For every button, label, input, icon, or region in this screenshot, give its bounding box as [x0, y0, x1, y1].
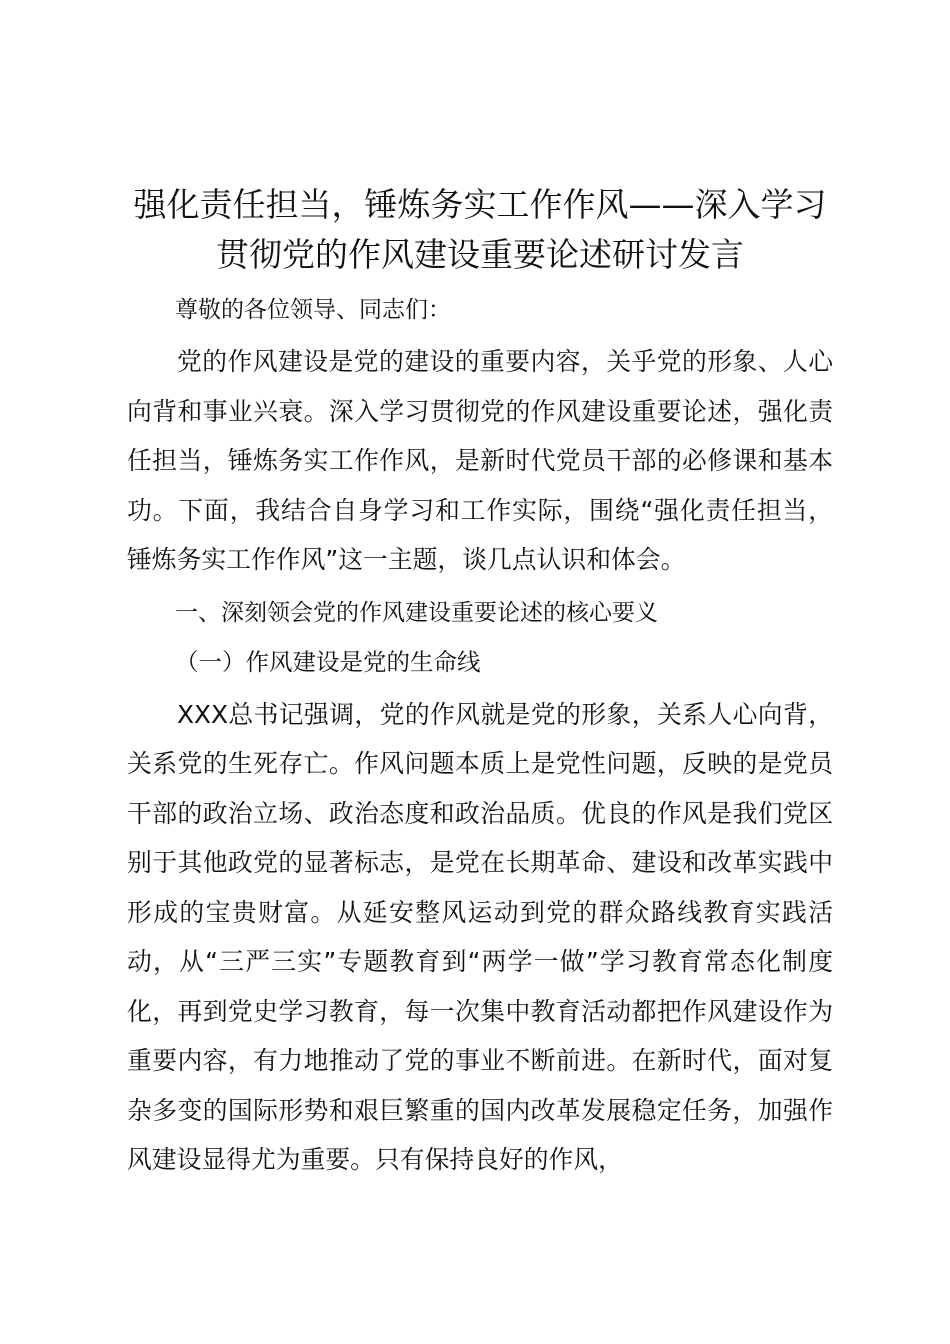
- body-paragraph: XXX总书记强调，党的作风就是党的形象，关系人心向背，关系党的生死存亡。作风问题本质上是党性问题，反映的是党员干部的政治立场、政治态度和政治品质。优良的作风是我们党区别于其他政党的显著标志，是党在长期革命、建设和改革实践中形成的宝贵财富。从延安整风运动到党的群众路线教育实践活动，从“三严三实”专题教育到“两学一做”学习教育常态化制度化，再到党史学习教育，每一次集中教育活动都把作风建设作为重要内容，有力地推动了党的事业不断前进。在新时代，面对复杂多变的国际形势和艰巨繁重的国内改革发展稳定任务，加强作风建设显得尤为重要。只有保持良好的作风，: [127, 699, 833, 1174]
- section-heading: 一、深刻领会党的作风建设重要论述的核心要义: [175, 599, 658, 626]
- subsection-heading: （一）作风建设是党的生命线: [175, 647, 481, 676]
- document-title: 强化责任担当，锤炼务实工作作风——深入学习贯彻党的作风建设重要论述研讨发言: [133, 185, 827, 274]
- intro-paragraph: 党的作风建设是党的建设的重要内容，关乎党的形象、人心向背和事业兴衰。深入学习贯彻党的作风建设重要论述，强化责任担当，锤炼务实工作作风，是新时代党员干部的必修课和基本功。下面，我结合自身学习和工作实际，围绕“强化责任担当，锤炼务实工作作风”这一主题，谈几点认识和体会。: [127, 347, 833, 574]
- salutation: 尊敬的各位领导、同志们：: [175, 297, 451, 323]
- document-body: [127, 180, 833, 1185]
